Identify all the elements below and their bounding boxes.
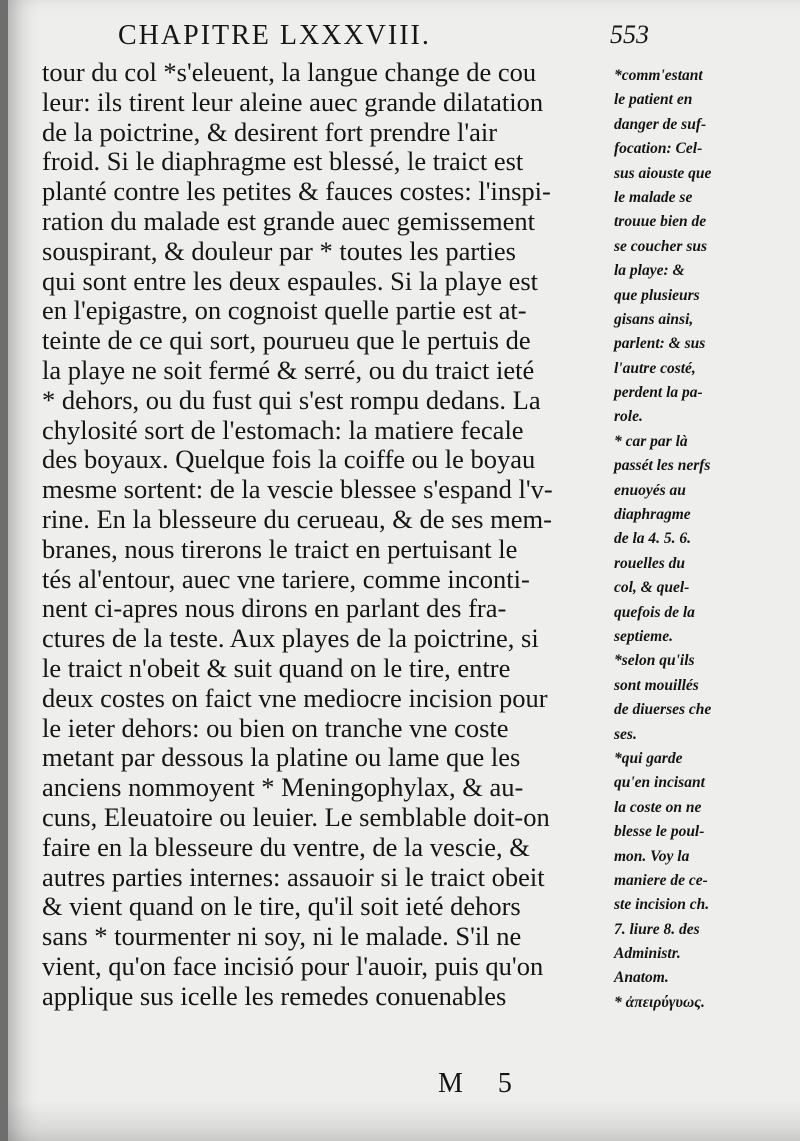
margin-note-line: *qui garde [614,749,683,767]
margin-note-line: maniere de ce- [614,871,708,889]
page-shadow [8,1101,800,1141]
margin-note-line: que plusieurs [614,286,700,304]
margin-note-line: Administr. [614,945,681,963]
text-line: applique sus icelle les remedes conuenables [42,980,507,1011]
margin-note-line: enuoyés au [614,481,686,499]
text-line: des boyaux. Quelque fois la coiffe ou le boyau [42,444,536,475]
text-line: froid. Si le diaphragme est blessé, le traict est [42,146,524,177]
margin-note-line: de la 4. 5. 6. [614,530,692,548]
margin-note-line: blesse le poul- [614,823,705,841]
margin-note-line: * car par là [614,432,688,450]
margin-note-line: focation: Cel- [614,140,703,158]
margin-note-line: se coucher sus [614,237,708,255]
text-line: planté contre les petites & fauces costes: l'inspi- [42,176,551,207]
margin-note-line: *comm'estant [614,67,703,84]
margin-note-line: mon. Voy la [614,847,690,865]
margin-note-line: qu'en incisant [614,774,705,792]
text-line: rine. En la blesseure du cerueau, & de ses mem- [42,503,552,534]
margin-note-line: * ἀπειρύγυως. [614,993,705,1011]
text-line: en l'epigastre, on cognoist quelle partie est at- [42,295,527,326]
running-header [118,20,678,60]
text-line: ration du malade est grande auec gemissement [42,205,536,236]
text-line: de la poictrine, & desirent fort prendre l'air [42,116,498,147]
text-line: souspirant, & douleur par * toutes les parties [42,235,516,266]
margin-note-line: le malade se [614,188,693,206]
margin-note-line: gisans ainsi, [614,310,694,328]
margin-note-line: quefois de la [614,603,695,621]
margin-note-line: perdent la pa- [614,384,703,402]
text-line: faire en la blesseure du ventre, de la vescie, & [42,831,530,862]
margin-note-line: parlent: & sus [614,335,706,353]
text-line: qui sont entre les deux espaules. Si la playe est [42,265,539,296]
margin-note-line: sus aiouste que [614,164,712,182]
margin-note-line: role. [614,408,643,426]
margin-note-line: de diuerses che [614,701,712,719]
margin-note-line: ses. [614,725,637,743]
text-line: nent ci-apres nous dirons en parlant des fra- [42,593,507,624]
margin-note-line: passét les nerfs [614,457,711,475]
margin-note-line: rouelles du [614,554,686,572]
text-line: branes, nous tirerons le traict en pertuisant le [42,533,518,564]
margin-note-line: sont mouillés [614,676,699,694]
signature-mark: M 5 [438,1068,526,1099]
text-line: autres parties internes: assauoir si le traict obeit [42,861,545,892]
chapter-title: CHAPITRE LXXXVIII. [118,20,431,51]
text-line: ctures de la teste. Aux playes de la poictrine, si [42,623,539,654]
page-number: 553 [610,20,649,49]
margin-note-line: col, & quel- [614,579,690,597]
margin-note-line: septieme. [614,627,673,645]
text-line: & vient quand on le tire, qu'il soit ieté dehors [42,891,521,922]
margin-note-line: la playe: & [614,262,685,280]
text-line: teinte de ce qui sort, pourueu que le pertuis de [42,325,531,356]
book-page [8,0,800,1141]
text-line: * dehors, ou du fust qui s'est rompu dedans. La [42,384,541,415]
text-line: le traict n'obeit & suit quand on le tire, entre [42,652,511,683]
text-line: cuns, Eleuatoire ou leuier. Le semblable doit-on [42,801,550,832]
margin-note-line: 7. liure 8. des [614,920,700,938]
margin-note-line: la coste on ne [614,798,702,816]
margin-note-line: danger de suf- [614,115,707,133]
text-line: tour du col *s'eleuent, la langue change de cou [42,57,537,87]
margin-note-line: ste incision ch. [614,896,710,914]
text-line: deux costes on faict vne mediocre incision pour [42,682,548,713]
text-line: le ieter dehors: ou bien on tranche vne coste [42,712,509,743]
text-line: anciens nommoyent * Meningophylax, & au- [42,772,524,803]
text-line: leur: ils tirent leur aleine auec grande dilatation [42,86,544,117]
margin-note-line: *selon qu'ils [614,652,695,670]
text-line: sans * tourmenter ni soy, ni le malade. S'il ne [42,921,522,952]
margin-notes-column [614,64,794,1015]
main-text-column [42,58,612,1012]
text-line: chylosité sort de l'estomach: la matiere fecale [42,414,524,445]
text-line: tés al'entour, auec vne tariere, comme inconti- [42,563,530,594]
text-line: metant par dessous la platine ou lame que les [42,742,521,773]
margin-note-line: diaphragme [614,506,691,524]
text-line: vient, qu'on face incisió pour l'auoir, puis qu'on [42,950,544,981]
text-line: mesme sortent: de la vescie blessee s'espand l'v- [42,474,553,505]
margin-note-line: l'autre costé, [614,359,696,377]
text-line: la playe ne soit fermé & serré, ou du traict ieté [42,354,535,385]
margin-note-line: trouue bien de [614,213,707,231]
margin-note-line: Anatom. [614,969,669,987]
margin-note-line: le patient en [614,91,693,109]
